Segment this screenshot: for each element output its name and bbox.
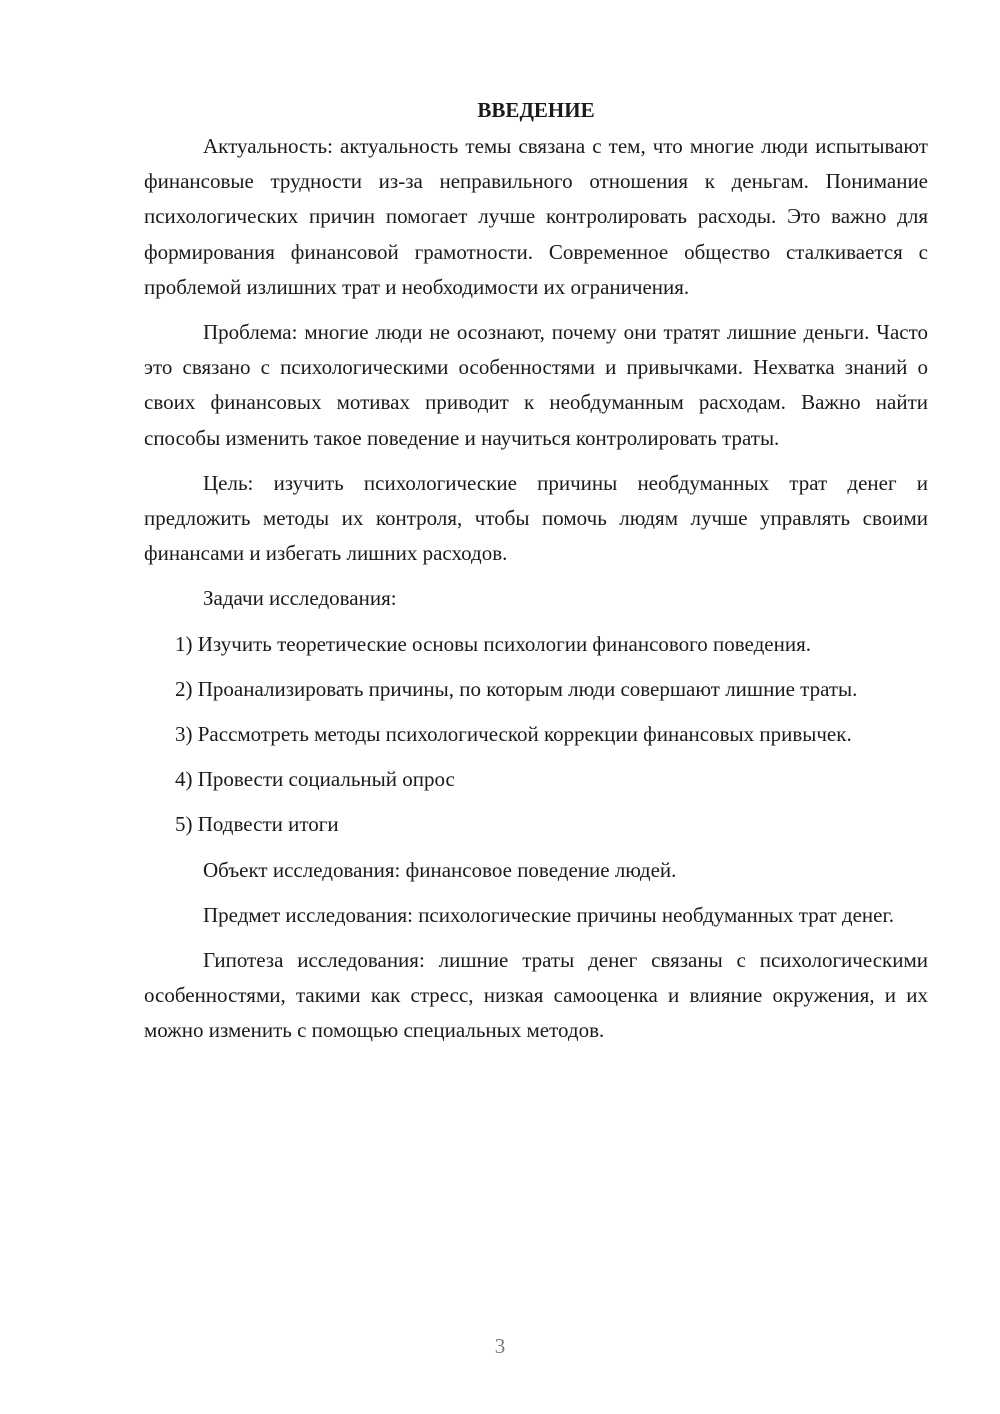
task-item-5: 5) Подвести итоги — [175, 812, 339, 837]
task-item-2: 2) Проанализировать причины, по которым люди совершают лишние траты. — [175, 676, 858, 701]
task-item-1: 1) Изучить теоретические основы психологии финансового поведения. — [175, 631, 811, 656]
task-item-3: 3) Рассмотреть методы психологической коррекции финансовых привычек. — [175, 722, 852, 747]
task-item-4: 4) Провести социальный опрос — [175, 767, 455, 792]
paragraph-goal: Цель: изучить психологические причины необдуманных трат денег и предложить методы их контроля, чтобы помочь людям лучше управлять своими финансами и избегать лишних расходов. — [144, 470, 928, 566]
paragraph-subject: Предмет исследования: психологические причины необдуманных трат денег. — [203, 902, 894, 927]
paragraph-relevance: Актуальность: актуальность темы связана с тем, что многие люди испытывают финансовые трудности из-за неправильного отношения к деньгам. Понимание психологических причин помогает лучше контролировать расходы. Это важно для формирования финансовой грамотности. Современное общество сталкивается с проблемой излишних трат и необходимости их ограничения. — [144, 134, 928, 299]
paragraph-hypothesis: Гипотеза исследования: лишние траты денег связаны с психологическими особенностями, такими как стресс, низкая самооценка и влияние окружения, и их можно изменить с помощью специальных методов. — [144, 948, 928, 1043]
page-number: 3 — [494, 1334, 506, 1358]
section-title: ВВЕДЕНИЕ — [477, 98, 595, 122]
paragraph-problem: Проблема: многие люди не осознают, почему они тратят лишние деньги. Часто это связано с психологическими особенностями и привычками. Нехватка знаний о своих финансовых мотивах приводит к необдуманным расходам. Важно найти способы изменить такое поведение и научиться контролировать траты. — [144, 320, 928, 450]
paragraph-object: Объект исследования: финансовое поведение людей. — [203, 857, 677, 882]
paragraph-tasks-heading: Задачи исследования: — [203, 586, 397, 611]
document-page — [144, 95, 928, 1059]
